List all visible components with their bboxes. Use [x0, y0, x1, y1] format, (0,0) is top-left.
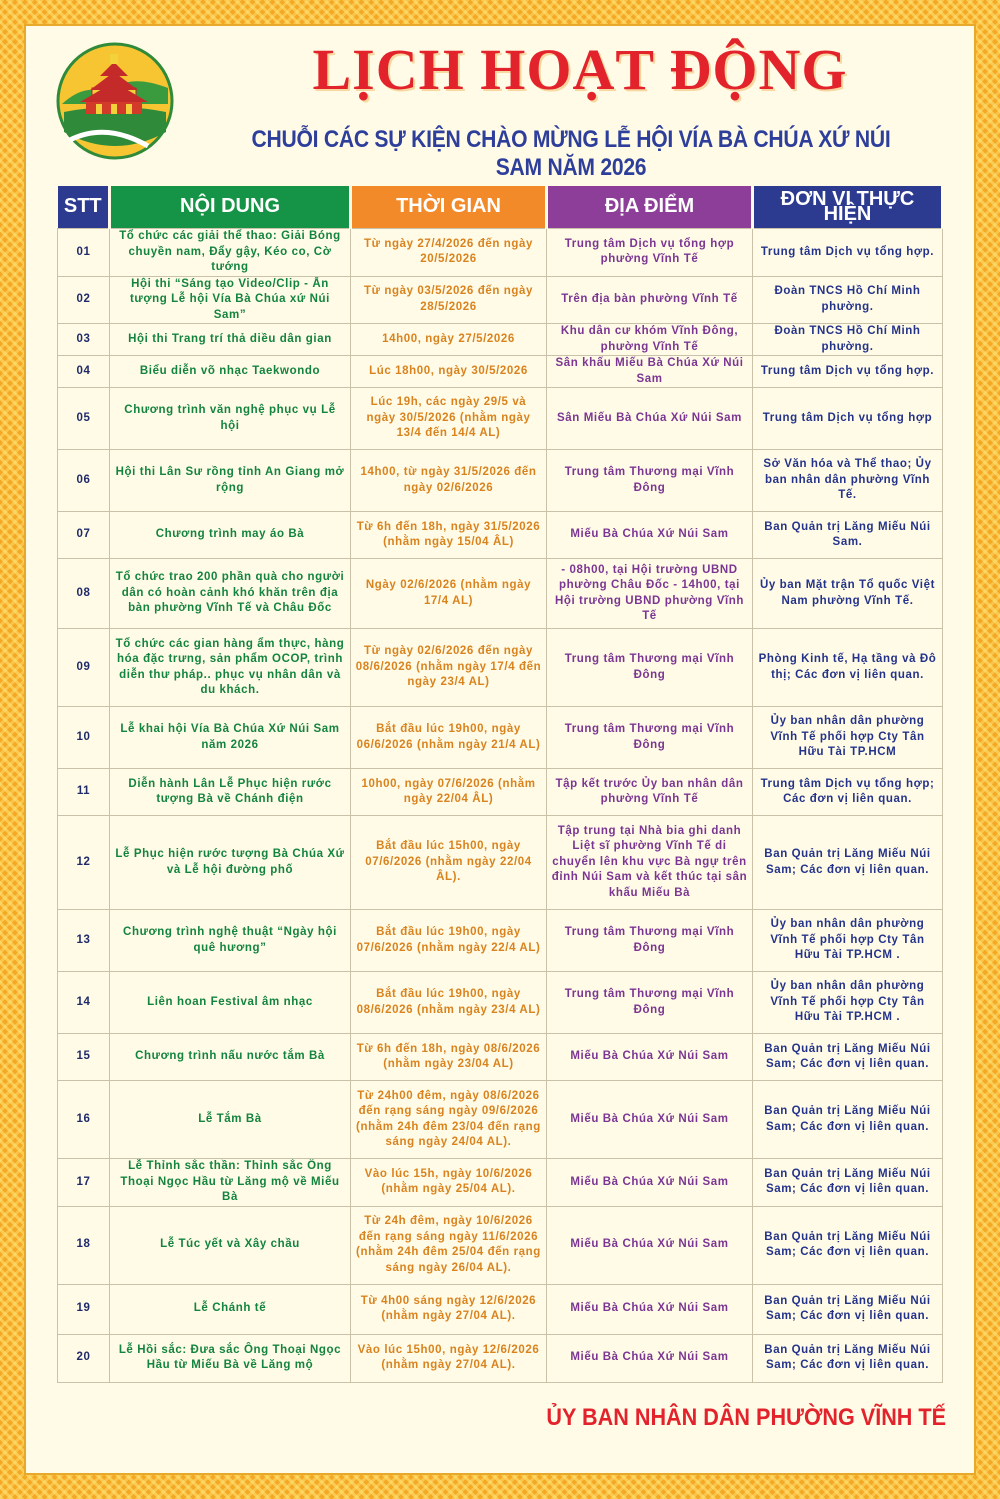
- cell-noi-dung: Lễ Phục hiện rước tượng Bà Chúa Xứ và Lễ hội đường phố: [110, 816, 351, 910]
- page-title: LỊCH HOẠT ĐỘNG: [312, 37, 848, 102]
- table-row: [58, 559, 943, 629]
- cell-thoi-gian: 14h00, từ ngày 31/5/2026 đến ngày 02/6/2026: [351, 450, 547, 512]
- cell-dia-diem: - 08h00, tại Hội trường UBND phường Châu Đốc - 14h00, tại Hội trường UBND phường Vĩnh Tế: [547, 559, 753, 629]
- cell-dia-diem: Trung tâm Thương mại Vĩnh Đông: [547, 972, 753, 1034]
- cell-stt: 16: [58, 1081, 110, 1159]
- cell-stt: 09: [58, 629, 110, 707]
- column-header-dia-diem: ĐỊA ĐIỂM: [547, 186, 753, 229]
- cell-noi-dung: Tổ chức các giải thể thao: Giải Bóng chuyền nam, Đẩy gậy, Kéo co, Cờ tướng: [110, 229, 351, 277]
- cell-don-vi: Ủy ban Mặt trận Tổ quốc Việt Nam phường Vĩnh Tế.: [753, 559, 943, 629]
- cell-noi-dung: Diễn hành Lân Lễ Phục hiện rước tượng Bà về Chánh điện: [110, 769, 351, 816]
- cell-stt: 07: [58, 512, 110, 559]
- cell-don-vi: Trung tâm Dịch vụ tổng hợp; Các đơn vị liên quan.: [753, 769, 943, 816]
- table-row: [58, 1284, 943, 1334]
- cell-stt: 19: [58, 1284, 110, 1334]
- table-row: [58, 450, 943, 512]
- cell-don-vi: Ủy ban nhân dân phường Vĩnh Tế phối hợp Cty Tân Hữu Tài TP.HCM: [753, 707, 943, 769]
- table-row: [58, 1159, 943, 1207]
- table-header-row: [58, 186, 943, 229]
- footer-issuer: ỦY BAN NHÂN DÂN PHƯỜNG VĨNH TẾ: [546, 1404, 946, 1431]
- column-header-don-vi: ĐƠN VỊ THỰC HIỆN: [753, 186, 943, 229]
- cell-don-vi: Ủy ban nhân dân phường Vĩnh Tế phối hợp Cty Tân Hữu Tài TP.HCM .: [753, 910, 943, 972]
- cell-noi-dung: Lễ Túc yết và Xây chầu: [110, 1206, 351, 1284]
- cell-noi-dung: Hội thi Trang trí thả diều dân gian: [110, 324, 351, 356]
- cell-dia-diem: Miếu Bà Chúa Xứ Núi Sam: [547, 1334, 753, 1382]
- cell-thoi-gian: Lúc 19h, các ngày 29/5 và ngày 30/5/2026 (nhằm ngày 13/4 đến 14/4 AL): [351, 388, 547, 450]
- table-row: [58, 1334, 943, 1382]
- cell-noi-dung: Tổ chức trao 200 phần quà cho người dân có hoàn cảnh khó khăn trên địa bàn phường Vĩnh Tế và Châu Đốc: [110, 559, 351, 629]
- cell-stt: 05: [58, 388, 110, 450]
- cell-stt: 11: [58, 769, 110, 816]
- cell-stt: 02: [58, 276, 110, 324]
- cell-noi-dung: Chương trình văn nghệ phục vụ Lễ hội: [110, 388, 351, 450]
- cell-thoi-gian: Từ 6h đến 18h, ngày 31/5/2026 (nhằm ngày 15/04 ÂL): [351, 512, 547, 559]
- cell-stt: 10: [58, 707, 110, 769]
- cell-don-vi: Trung tâm Dịch vụ tổng hợp.: [753, 356, 943, 388]
- cell-stt: 17: [58, 1159, 110, 1207]
- cell-thoi-gian: Từ 24h đêm, ngày 10/6/2026 đến rạng sáng ngày 11/6/2026 (nhằm 24h đêm 25/04 đến rạng sáng ngày 26/04 AL).: [351, 1206, 547, 1284]
- cell-thoi-gian: Từ ngày 27/4/2026 đến ngày 20/5/2026: [351, 229, 547, 277]
- column-header-thoi-gian: THỜI GIAN: [351, 186, 547, 229]
- cell-don-vi: Đoàn TNCS Hồ Chí Minh phường.: [753, 276, 943, 324]
- cell-don-vi: Ban Quản trị Lăng Miếu Núi Sam; Các đơn vị liên quan.: [753, 816, 943, 910]
- cell-thoi-gian: Bắt đầu lúc 19h00, ngày 06/6/2026 (nhằm ngày 21/4 AL): [351, 707, 547, 769]
- cell-noi-dung: Lễ Thỉnh sắc thần: Thỉnh sắc Ông Thoại Ngọc Hầu từ Lăng mộ về Miếu Bà: [110, 1159, 351, 1207]
- cell-thoi-gian: Bắt đầu lúc 15h00, ngày 07/6/2026 (nhằm ngày 22/04 ÂL).: [351, 816, 547, 910]
- cell-dia-diem: Trung tâm Thương mại Vĩnh Đông: [547, 910, 753, 972]
- cell-thoi-gian: Từ 6h đến 18h, ngày 08/6/2026 (nhằm ngày 23/04 AL): [351, 1034, 547, 1081]
- cell-dia-diem: Miếu Bà Chúa Xứ Núi Sam: [547, 1081, 753, 1159]
- table-row: [58, 1034, 943, 1081]
- cell-thoi-gian: 14h00, ngày 27/5/2026: [351, 324, 547, 356]
- cell-thoi-gian: Vào lúc 15h, ngày 10/6/2026 (nhằm ngày 25/04 AL).: [351, 1159, 547, 1207]
- table-row: [58, 1206, 943, 1284]
- cell-dia-diem: Tập trung tại Nhà bia ghi danh Liệt sĩ phường Vĩnh Tế di chuyển lên khu vực Bà ngự trên đỉnh Núi Sam và kết thúc tại sân khấu Miếu Bà: [547, 816, 753, 910]
- cell-thoi-gian: Từ ngày 02/6/2026 đến ngày 08/6/2026 (nhằm ngày 17/4 đến ngày 23/4 AL): [351, 629, 547, 707]
- cell-don-vi: Ủy ban nhân dân phường Vĩnh Tế phối hợp Cty Tân Hữu Tài TP.HCM .: [753, 972, 943, 1034]
- column-header-stt: STT: [58, 186, 110, 229]
- cell-don-vi: Ban Quản trị Lăng Miếu Núi Sam.: [753, 512, 943, 559]
- table-row: [58, 972, 943, 1034]
- cell-thoi-gian: Bắt đầu lúc 19h00, ngày 07/6/2026 (nhằm ngày 22/4 AL): [351, 910, 547, 972]
- cell-dia-diem: Miếu Bà Chúa Xứ Núi Sam: [547, 512, 753, 559]
- table-row: [58, 356, 943, 388]
- cell-dia-diem: Trung tâm Thương mại Vĩnh Đông: [547, 450, 753, 512]
- table-row: [58, 707, 943, 769]
- cell-noi-dung: Lễ khai hội Vía Bà Chúa Xứ Núi Sam năm 2026: [110, 707, 351, 769]
- table-row: [58, 229, 943, 277]
- table-row: [58, 1081, 943, 1159]
- cell-thoi-gian: Vào lúc 15h00, ngày 12/6/2026 (nhằm ngày 27/04 AL).: [351, 1334, 547, 1382]
- schedule-table: [57, 186, 944, 1383]
- cell-stt: 18: [58, 1206, 110, 1284]
- page-subtitle: CHUỖI CÁC SỰ KIỆN CHÀO MỪNG LỄ HỘI VÍA BÀ CHÚA XỨ NÚI SAM NĂM 2026: [251, 126, 891, 181]
- cell-don-vi: Ban Quản trị Lăng Miếu Núi Sam; Các đơn vị liên quan.: [753, 1284, 943, 1334]
- cell-dia-diem: Miếu Bà Chúa Xứ Núi Sam: [547, 1034, 753, 1081]
- table-row: [58, 512, 943, 559]
- cell-thoi-gian: Lúc 18h00, ngày 30/5/2026: [351, 356, 547, 388]
- cell-don-vi: Ban Quản trị Lăng Miếu Núi Sam; Các đơn vị liên quan.: [753, 1159, 943, 1207]
- cell-thoi-gian: 10h00, ngày 07/6/2026 (nhằm ngày 22/04 ÂL): [351, 769, 547, 816]
- temple-logo-icon: [56, 42, 174, 160]
- cell-stt: 03: [58, 324, 110, 356]
- cell-don-vi: Trung tâm Dịch vụ tổng hợp.: [753, 229, 943, 277]
- cell-stt: 20: [58, 1334, 110, 1382]
- cell-thoi-gian: Từ ngày 03/5/2026 đến ngày 28/5/2026: [351, 276, 547, 324]
- cell-noi-dung: Chương trình may áo Bà: [110, 512, 351, 559]
- cell-don-vi: Ban Quản trị Lăng Miếu Núi Sam; Các đơn vị liên quan.: [753, 1206, 943, 1284]
- cell-noi-dung: Lễ Tắm Bà: [110, 1081, 351, 1159]
- cell-don-vi: Trung tâm Dịch vụ tổng hợp: [753, 388, 943, 450]
- cell-stt: 08: [58, 559, 110, 629]
- cell-dia-diem: Sân khấu Miếu Bà Chúa Xứ Núi Sam: [547, 356, 753, 388]
- cell-don-vi: Ban Quản trị Lăng Miếu Núi Sam; Các đơn vị liên quan.: [753, 1081, 943, 1159]
- cell-stt: 01: [58, 229, 110, 277]
- cell-noi-dung: Hội thi Lân Sư rồng tỉnh An Giang mở rộng: [110, 450, 351, 512]
- cell-dia-diem: Miếu Bà Chúa Xứ Núi Sam: [547, 1284, 753, 1334]
- cell-thoi-gian: Bắt đầu lúc 19h00, ngày 08/6/2026 (nhằm ngày 23/4 AL): [351, 972, 547, 1034]
- cell-noi-dung: Chương trình nấu nước tắm Bà: [110, 1034, 351, 1081]
- cell-dia-diem: Khu dân cư khóm Vĩnh Đông, phường Vĩnh Tế: [547, 324, 753, 356]
- cell-noi-dung: Biểu diễn võ nhạc Taekwondo: [110, 356, 351, 388]
- table-row: [58, 816, 943, 910]
- cell-noi-dung: Tổ chức các gian hàng ẩm thực, hàng hóa đặc trưng, sản phẩm OCOP, trình diễn thư pháp.. phục vụ nhân dân và du khách.: [110, 629, 351, 707]
- cell-stt: 12: [58, 816, 110, 910]
- cell-noi-dung: Hội thi “Sáng tạo Video/Clip - Ấn tượng Lễ hội Vía Bà Chúa xứ Núi Sam”: [110, 276, 351, 324]
- table-row: [58, 629, 943, 707]
- cell-stt: 04: [58, 356, 110, 388]
- cell-dia-diem: Trung tâm Thương mại Vĩnh Đông: [547, 707, 753, 769]
- cell-dia-diem: Miếu Bà Chúa Xứ Núi Sam: [547, 1159, 753, 1207]
- cell-thoi-gian: Ngày 02/6/2026 (nhằm ngày 17/4 AL): [351, 559, 547, 629]
- cell-don-vi: Đoàn TNCS Hồ Chí Minh phường.: [753, 324, 943, 356]
- cell-stt: 06: [58, 450, 110, 512]
- table-row: [58, 388, 943, 450]
- cell-dia-diem: Trung tâm Dịch vụ tổng hợp phường Vĩnh Tế: [547, 229, 753, 277]
- cell-thoi-gian: Từ 4h00 sáng ngày 12/6/2026 (nhằm ngày 27/04 AL).: [351, 1284, 547, 1334]
- cell-dia-diem: Sân Miếu Bà Chúa Xứ Núi Sam: [547, 388, 753, 450]
- cell-dia-diem: Miếu Bà Chúa Xứ Núi Sam: [547, 1206, 753, 1284]
- cell-dia-diem: Trên địa bàn phường Vĩnh Tế: [547, 276, 753, 324]
- table-row: [58, 276, 943, 324]
- cell-dia-diem: Tập kết trước Ủy ban nhân dân phường Vĩnh Tế: [547, 769, 753, 816]
- cell-stt: 13: [58, 910, 110, 972]
- cell-noi-dung: Lễ Chánh tế: [110, 1284, 351, 1334]
- cell-stt: 14: [58, 972, 110, 1034]
- cell-stt: 15: [58, 1034, 110, 1081]
- cell-noi-dung: Chương trình nghệ thuật “Ngày hội quê hương”: [110, 910, 351, 972]
- table-row: [58, 910, 943, 972]
- cell-dia-diem: Trung tâm Thương mại Vĩnh Đông: [547, 629, 753, 707]
- cell-don-vi: Ban Quản trị Lăng Miếu Núi Sam; Các đơn vị liên quan.: [753, 1034, 943, 1081]
- cell-noi-dung: Liên hoan Festival âm nhạc: [110, 972, 351, 1034]
- cell-don-vi: Sở Văn hóa và Thể thao; Ủy ban nhân dân phường Vĩnh Tế.: [753, 450, 943, 512]
- cell-noi-dung: Lễ Hồi sắc: Đưa sắc Ông Thoại Ngọc Hầu từ Miếu Bà về Lăng mộ: [110, 1334, 351, 1382]
- cell-don-vi: Ban Quản trị Lăng Miếu Núi Sam; Các đơn vị liên quan.: [753, 1334, 943, 1382]
- cell-don-vi: Phòng Kinh tế, Hạ tầng và Đô thị; Các đơn vị liên quan.: [753, 629, 943, 707]
- table-row: [58, 324, 943, 356]
- table-row: [58, 769, 943, 816]
- column-header-noi-dung: NỘI DUNG: [110, 186, 351, 229]
- cell-thoi-gian: Từ 24h00 đêm, ngày 08/6/2026 đến rạng sáng ngày 09/6/2026 (nhằm 24h đêm 23/04 đến rạng sáng ngày 24/04 AL).: [351, 1081, 547, 1159]
